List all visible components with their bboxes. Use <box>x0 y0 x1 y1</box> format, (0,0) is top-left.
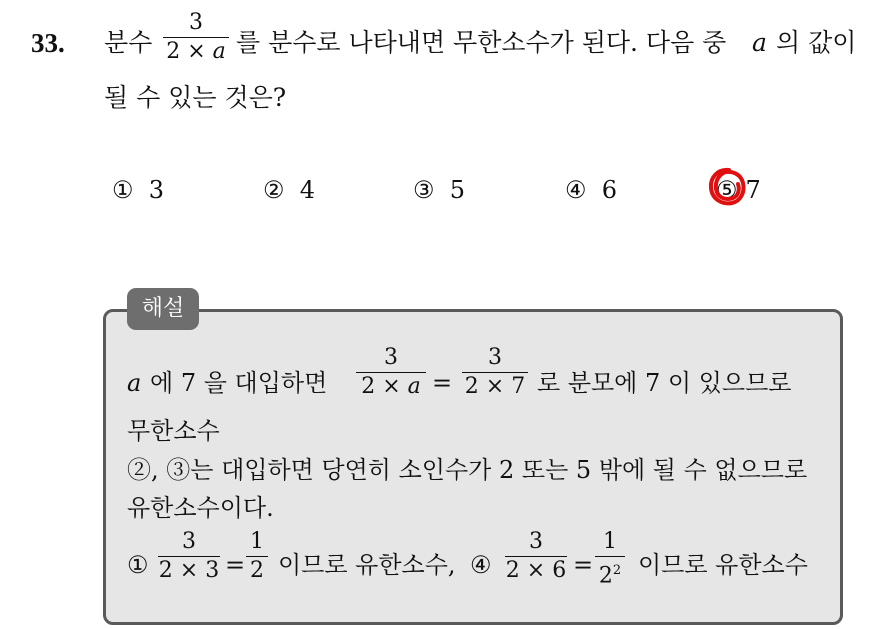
choice-4[interactable]: ④ 6 <box>565 176 618 204</box>
solution-fraction-1: 3 2 × a <box>356 346 426 399</box>
solution-line3: ②, ③는 대입하면 당연히 소인수가 2 또는 5 밖에 될 수 없으므로 <box>127 456 808 484</box>
solution-equals-3: = <box>573 551 594 579</box>
solution-line2: 무한소수 <box>127 417 220 445</box>
question-text-middle: 를 분수로 나타내면 무한소수가 된다. 다음 중 <box>236 28 727 57</box>
solution-line5-text-end: 이므로 유한소수 <box>638 551 808 579</box>
solution-fraction-6: 1 $2^2$ <box>595 530 625 588</box>
solution-line4: 유한소수이다. <box>127 494 274 522</box>
solution-equals-1: = <box>432 369 453 397</box>
solution-mark-1: ① <box>127 551 149 579</box>
solution-equals-2: = <box>225 551 246 579</box>
solution-mark-4: ④ <box>470 551 492 579</box>
solution-fraction-5: 3 2 × 6 <box>505 529 567 583</box>
solution-fraction-4: 1 2 <box>246 530 268 583</box>
fraction-denominator: 2 × a <box>166 39 226 64</box>
solution-tag: 해설 <box>127 288 199 330</box>
question-variable: a <box>752 28 767 57</box>
selected-answer-circle-icon <box>707 166 747 208</box>
solution-fraction-2: 3 2 × 7 <box>462 346 528 399</box>
choice-1[interactable]: ① 3 <box>112 176 165 204</box>
solution-line1-text: 에 7 을 대입하면 <box>150 369 328 397</box>
choice-2[interactable]: ② 4 <box>263 176 316 204</box>
fraction-numerator: 3 <box>189 10 203 35</box>
fraction-bar <box>163 37 229 38</box>
question-text-line2: 될 수 있는 것은? <box>104 83 287 112</box>
choice-3[interactable]: ③ 5 <box>413 176 466 204</box>
choice-5[interactable]: ⑤ 7 <box>716 176 761 204</box>
question-text-end: 의 값이 <box>776 28 857 57</box>
solution-variable: a <box>127 369 142 397</box>
solution-line1-text-end: 로 분모에 7 이 있으므로 <box>537 369 792 397</box>
solution-fraction-3: 3 2 × 3 <box>158 529 220 583</box>
question-number: 33. <box>31 28 65 58</box>
question-fraction <box>163 11 229 64</box>
solution-line5-text: 이므로 유한소수, <box>278 551 456 579</box>
question-text-start: 분수 <box>104 28 153 57</box>
